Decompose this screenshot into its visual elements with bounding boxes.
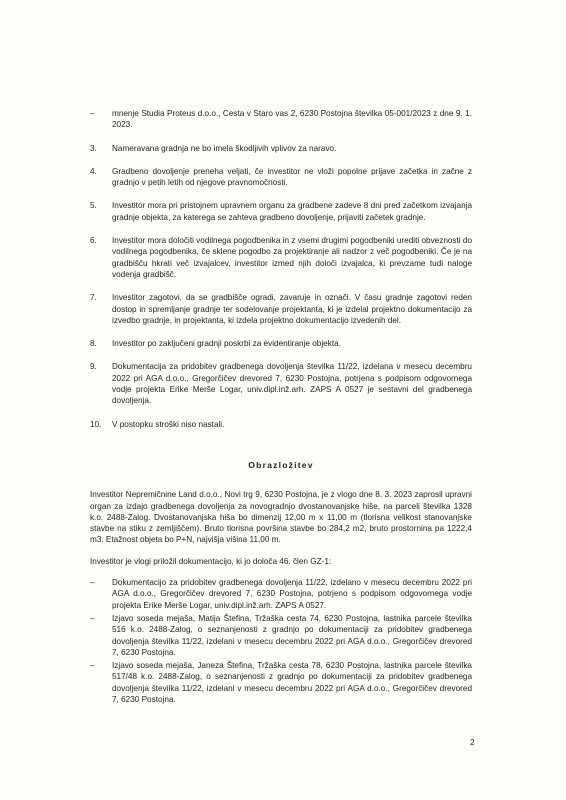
item-text: V postopku stroški niso nastali. [112,419,225,429]
item-text: Investitor mora pri pristojnem upravnem organu za gradbene zadeve 8 dni pred začetkom izvajanja gradnje objekta, za katerega se zahteva gradbeno dovoljenje, prijaviti začetek gradnje. [112,201,472,222]
numbered-item-6 [90,235,472,280]
item-number: 5. [90,201,97,211]
item-text: Dokumentacija za pridobitev gradbenega dovoljenja številka 11/22, izdelana v mesecu decembru 2022 pri AGA d.o.o., Gregorčičev drevored 7, 6230 Postojna, potrjena s podpisom odgovornega vodje projekta Erike Merše Logar, univ.dipl.inž.arh. ZAPS A 0527 je sestavni del gradbenega dovoljenja. [112,362,472,406]
attachment-item [90,660,472,705]
dash-marker: – [90,613,95,623]
dash-marker: – [90,661,95,671]
item-text: Investitor po zaključeni gradnji poskrbi za evidentiranje objekta. [112,339,341,349]
item-text: Gradbeno dovoljenje preneha veljati, če investitor ne vloži popolne prijave začetka in začne z gradnjo v petih letih od njegove pravnomočnosti. [112,166,472,188]
justification-paragraph: Investitor Nepremičnine Land d.o.o., Novi trg 9, 6230 Postojna, je z vlogo dne 8. 3. 2023 zaprosil upravni organ za izdajo gradbenega dovoljenja za novogradnjo dvostanovanjske hiše, na parceli številka 1328 k.o. 2488-Zalog. Dvostanovanjska hiša bo dimenzij 12,00 m x 11,00 m (tlorisna velikost stanovanjske stavbe na stiku z zemljiščem). Bruto tlorisna površina stavbe bo 284,2 m2, bruto prostornina pa 1222,4 m3. Etažnost objeta bo P+N, najvišja višina 11,00 m. [90,490,472,545]
attachment-item [90,577,472,611]
numbered-item-9 [90,361,472,406]
attachments-intro: Investitor je vlogi priložil dokumentacijo, ki jo določa 46. člen GZ-1: [90,556,332,566]
numbered-item-5 [90,200,472,223]
page-number: 2 [470,738,475,747]
attachment-item [90,613,472,658]
dash-item-text: mnenje Studia Proteus d.o.o., Cesta v Staro vas 2, 6230 Postojna številka 05-001/2023 z dne 9. 1. 2023. [112,109,472,130]
item-number: 10. [90,419,102,429]
numbered-item-3 [90,143,472,154]
dash-marker: – [90,578,95,588]
item-number: 8. [90,339,97,349]
numbered-item-8 [90,338,472,349]
page-content [90,108,472,705]
item-number: 4. [90,166,97,176]
item-number: 6. [90,236,97,246]
item-text: Nameravana gradnja ne bo imela škodljivih vplivov za naravo. [112,143,337,153]
dash-marker: – [90,109,95,118]
numbered-item-7 [90,292,472,326]
item-number: 9. [90,362,97,372]
attachment-text: Izjavo soseda mejaša, Janeza Štefina, Tržaška cesta 78, 6230 Postojna, lastnika parcele številka 517/48 k.o. 2488-Zalog, o seznanjenosti z gradnjo po dokumentaciji za pridobitev gradbenega dovoljenja številka 11/22, izdelani v mesecu decembru 2022 pri AGA d.o.o., Gregorčičev drevored 7, 6230 Postojna. [112,661,472,704]
attachments-list [90,577,472,705]
item-text: Investitor mora določiti vodilnega pogodbenika in z vsemi drugimi pogodbeniki urediti obveznosti do vodilnega pogodbenika, če sklene pogodbo za projektiranje ali nadzor z več pogodbeniki. Če je na gradbišču hkrati več izvajalcev, investitor izmed njih določi izvajalca, ki prevzame tudi naloge vodenja gradbišč. [112,236,473,279]
top-dash-item [90,108,472,131]
numbered-item-4 [90,166,472,189]
item-number: 3. [90,143,97,153]
attachment-text: Izjavo soseda mejaša, Matija Štefina, Tržaška cesta 74, 6230 Postojna, lastnika parcele številka 516 k.o. 2488-Zalog, o seznanjenosti z gradnjo po dokumentaciji za pridobitev gradbenega dovoljenja številka 11/22, izdelani v mesecu decembru 2022 pri AGA d.o.o., Gregorčičev drevored 7, 6230 Postojna. [112,613,472,657]
item-text: Investitor zagotovi, da se gradbišče ogradi, zavaruje in označi. V času gradnje zagotovi reden dostop in spremljanje gradnje ter sodelovanje projektanta, ki je izdelal projektno dokumentacijo za izvedbo gradnje, in projektanta, ki izdela projektno dokumentacijo izvedenih del. [112,293,472,325]
numbered-item-10 [90,419,472,430]
section-title: Obrazložitev [248,459,314,470]
attachment-text: Dokumentacijo za pridobitev gradbenega dovoljenja 11/22, izdelano v mesecu decembru 2022 pri AGA d.o.o., Gregorčičev drevored 7, 6230 Postojna, potrjeno s podpisom odgovornega vodje projekta Erike Merše Logar, univ.dipl.inž.arh. ZAPS A 0527. [112,578,472,610]
item-number: 7. [90,293,97,303]
